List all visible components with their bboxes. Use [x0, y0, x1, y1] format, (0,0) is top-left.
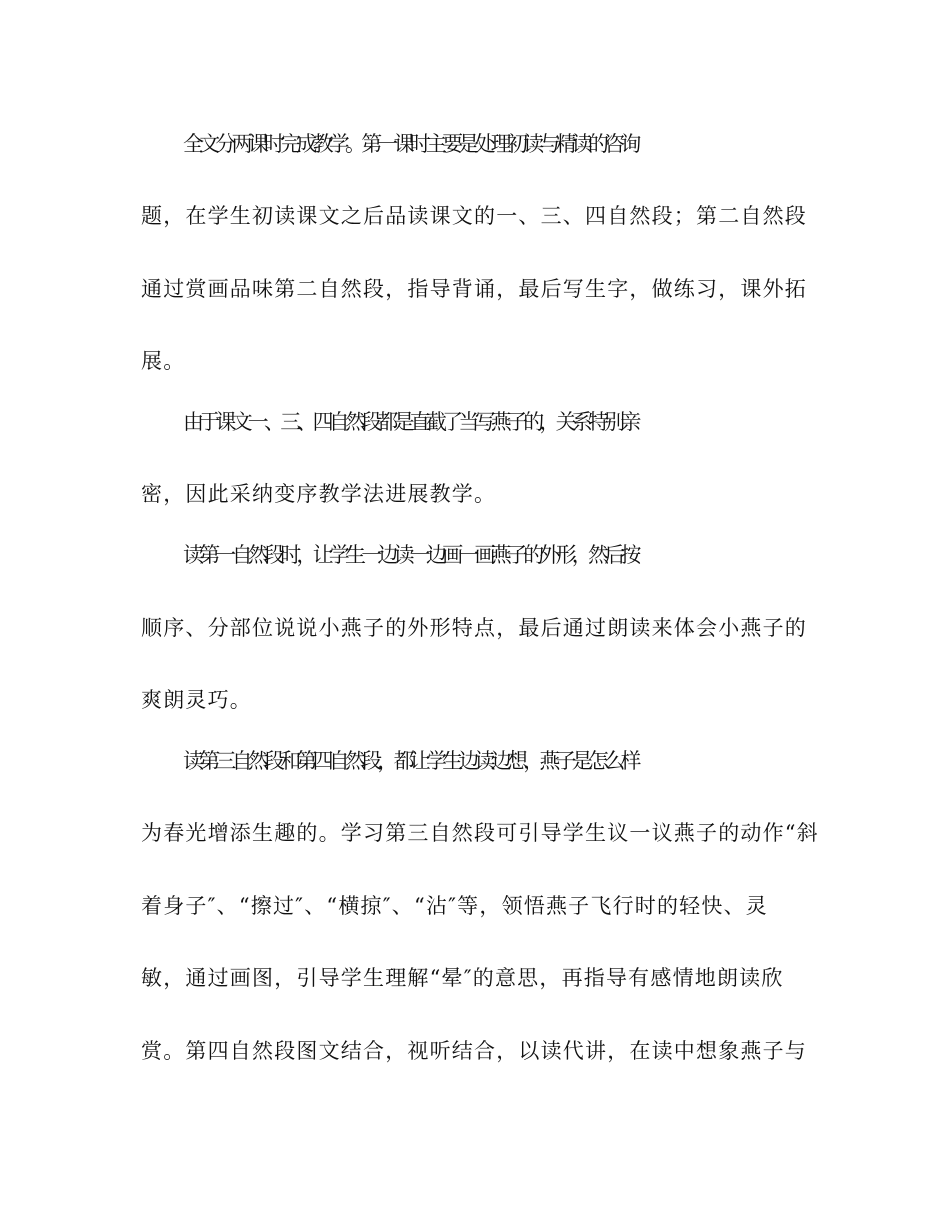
paragraph-4-line-1: 读第三自然段和第四自然段，都让学生边读边想，燕子是怎么样 — [183, 749, 637, 773]
paragraph-4-line-2: 为春光增添生趣的。学习第三自然段可引导学生议一议燕子的动作“斜 — [141, 821, 819, 845]
paragraph-4-line-4: 敏，通过画图，引导学生理解“晕″的意思，再指导有感情地朗读欣 — [141, 966, 784, 990]
paragraph-1-line-2: 题，在学生初读课文之后品读课文的一、三、四自然段；第二自然段 — [141, 204, 807, 228]
paragraph-1-line-1: 全文分两课时完成教学。第一课时主要是处理初读与精读的咨询 — [183, 132, 637, 156]
paragraph-4-line-5: 赏。第四自然段图文结合，视听结合，以读代讲，在读中想象燕子与 — [141, 1039, 807, 1063]
paragraph-4-line-3: 着身子″、“擦过″、“横掠″、“沾″等，领悟燕子飞行时的轻快、灵 — [141, 894, 768, 918]
paragraph-3-line-2: 顺序、分部位说说小燕子的外形特点，最后通过朗读来体会小燕子的 — [141, 616, 807, 640]
paragraph-1-line-4: 展。 — [141, 349, 186, 373]
paragraph-2-line-2: 密，因此采纳变序教学法进展教学。 — [141, 482, 497, 506]
paragraph-3-line-3: 爽朗灵巧。 — [141, 688, 252, 712]
paragraph-3-line-1: 读第一自然段时，让学生一边读一边画一画燕子的外形，然后按 — [183, 543, 637, 567]
paragraph-1-line-3: 通过赏画品味第二自然段，指导背诵，最后写生字，做练习，课外拓 — [141, 277, 807, 301]
paragraph-2-line-1: 由于课文一、三、四自然段都是直截了当写燕子的，关系特别亲 — [183, 410, 637, 434]
